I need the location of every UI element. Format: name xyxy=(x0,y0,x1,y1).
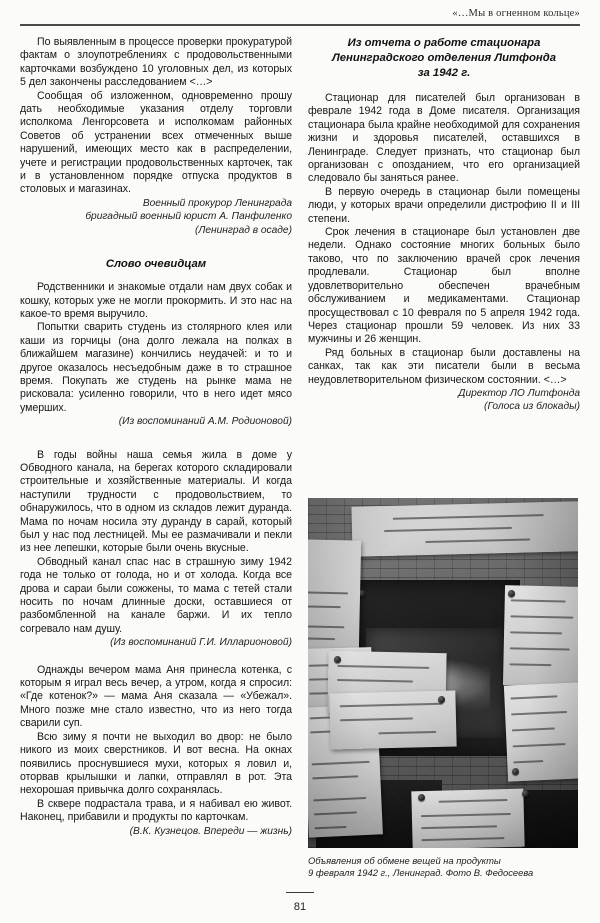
handwritten-notice xyxy=(351,501,578,557)
handwritten-notice xyxy=(503,585,578,687)
section-heading-eyewitness: Слово очевидцам xyxy=(105,258,207,271)
figure-caption xyxy=(308,855,578,879)
spacer xyxy=(20,429,292,449)
paragraph: Срок лечения в стационаре был установлен две недели. Однако состояние многих больных было таково, что по заключению врачей срок лечения продлевали. Стационар был вполне удовлетворительно обеспечен врачебным обслуживанием и медикаментами. Стационар просуществовал с 10 февраля по 5 апреля 1942 года. Через стационар прошли 59 человек. Из них 33 мужчины и 26 женщин. xyxy=(308,226,580,346)
page-number: 81 xyxy=(293,901,307,913)
paragraph: Всю зиму я почти не выходил во двор: не было никого из моих сверстников. И вот весна. На окнах появились проснувшиеся мухи, которых я ловил и, оторвав крылышки и лапки, отправлял в рот. Эта нехорошая привычка долго сохранялась. xyxy=(20,730,292,797)
attribution-line: Военный прокурор Ленинграда xyxy=(142,197,292,209)
memoir-source: (В.К. Кузнецов. Впереди — жизнь) xyxy=(129,825,292,837)
pin-icon xyxy=(522,790,529,797)
handwritten-notice xyxy=(308,539,361,652)
attribution-source: (Голоса из блокады) xyxy=(484,401,580,413)
attribution-line: бригадный военный юрист А. Панфиленко xyxy=(85,211,292,223)
caption-line-1: Объявления об обмене вещей на продукты xyxy=(308,855,501,866)
paragraph: В годы войны наша семья жила в доме у Обводного канала, на берегах которого складировали строительные и хозяйственные материалы. И когда наступили трудности с продовольствием, то обнаружилось, что в одном из складов лежит дуранда. Мама по ночам носила эту дуранду в сарай, который был у нас под лестницей. Мы ее размачивали и пекли из нее лепешки, которые были очень вкусные. xyxy=(20,448,292,555)
memoir-source: (Из воспоминаний А.М. Родионовой) xyxy=(118,416,292,428)
paragraph: Однажды вечером мама Аня принесла котенка, с которым я играл весь вечер, а утром, когда я спросил: «Где котенок?» — мама Аня сказала — «Убежал». Много позже мне стало известно, что из него тогда сварили суп. xyxy=(20,663,292,730)
attribution-source: (Ленинград в осаде) xyxy=(194,224,292,236)
dark-patch-lower-right xyxy=(522,790,578,848)
left-column xyxy=(20,36,292,838)
paragraph: По выявленным в процессе проверки прокуратурой фактам о злоупотреблениях с продовольственными карточками возбуждено 10 уголовных дел, из которых 5 дел закончены расследованием <…> xyxy=(20,36,292,89)
handwritten-notice xyxy=(411,789,524,848)
pin-icon xyxy=(438,696,445,703)
heading-line-2: Ленинградского отделения Литфонда xyxy=(331,52,557,64)
paragraph: Стационар для писателей был организован в феврале 1942 года в Доме писателя. Организация стационара была крайне необходимой для сохранения жизни и здоровья писателей, оставшихся в Ленинграде. Следует признать, что стационар был организован с опозданием, что его организацией следовало бы заняться ранее. xyxy=(308,92,580,185)
paragraph: Сообщая об изложенном, одновременно прошу дать необходимые указания отделу торговли исполкома Ленгорсовета и исполкомам районных Советов об устранении всех отмеченных выше нарушений, имеющих место как в распределении, учете и регистрации продовольственных карточек, так и в установленном порядке отпуска продуктов в столовых и магазинах. xyxy=(20,89,292,196)
figure xyxy=(308,498,578,879)
paragraph: Обводный канал спас нас в страшную зиму 1942 года не только от голода, но и от холода. Когда все дрова и сараи были сожжены, то мама с тетей стали носить по ночам длинные доски, оставшиеся от разбомбленной на канале баржи. И их тепло согревало нам душу. xyxy=(20,555,292,635)
caption-line-2: 9 февраля 1942 г., Ленинград. Фото В. Федосеева xyxy=(308,867,534,878)
photo-notices-on-wall xyxy=(308,498,578,848)
attribution-line: Директор ЛО Литфонда xyxy=(458,387,580,399)
pin-icon xyxy=(512,768,519,775)
folio-rule xyxy=(286,892,314,894)
handwritten-notice xyxy=(504,682,578,781)
paragraph: Попытки сварить студень из столярного клея или каши из горчицы (она долго лежала на полках в ближайшем магазине) кончились неудачей: и то и другое оказалось несъедобным даже в то страшное время. Покупать же студень на рынке мама не рисковала: усиленно говорили, что в него идет мясо умерших. xyxy=(20,321,292,414)
heading-line-1: Из отчета о работе стационара xyxy=(347,37,541,49)
pin-icon xyxy=(508,590,515,597)
heading-line-3: за 1942 г. xyxy=(417,67,471,79)
memoir-source: (Из воспоминаний Г.И. Илларионовой) xyxy=(110,637,292,649)
running-head: «…Мы в огненном кольце» xyxy=(452,8,580,19)
spacer xyxy=(20,237,292,257)
paragraph: Родственники и знакомые отдали нам двух собак и кошку, которых уже не могли прокормить. И это нас на какое-то время выручило. xyxy=(20,281,292,320)
running-head-rule xyxy=(20,24,580,26)
section-heading-report xyxy=(308,36,580,81)
right-column xyxy=(308,36,580,414)
pin-icon xyxy=(418,794,425,801)
paragraph: В первую очередь в стационар были помещены люди, у которых врачи определили дистрофию II и III степени. xyxy=(308,185,580,225)
paragraph: В сквере подрастала трава, и я набивал ею живот. Наконец, прибавили и продукты по карточкам. xyxy=(20,797,292,824)
paragraph: Ряд больных в стационар были доставлены на санках, так как эти писатели были в весьма неудовлетворительном физическом состоянии. <…> xyxy=(308,346,580,386)
pin-icon xyxy=(334,656,341,663)
spacer xyxy=(20,650,292,664)
